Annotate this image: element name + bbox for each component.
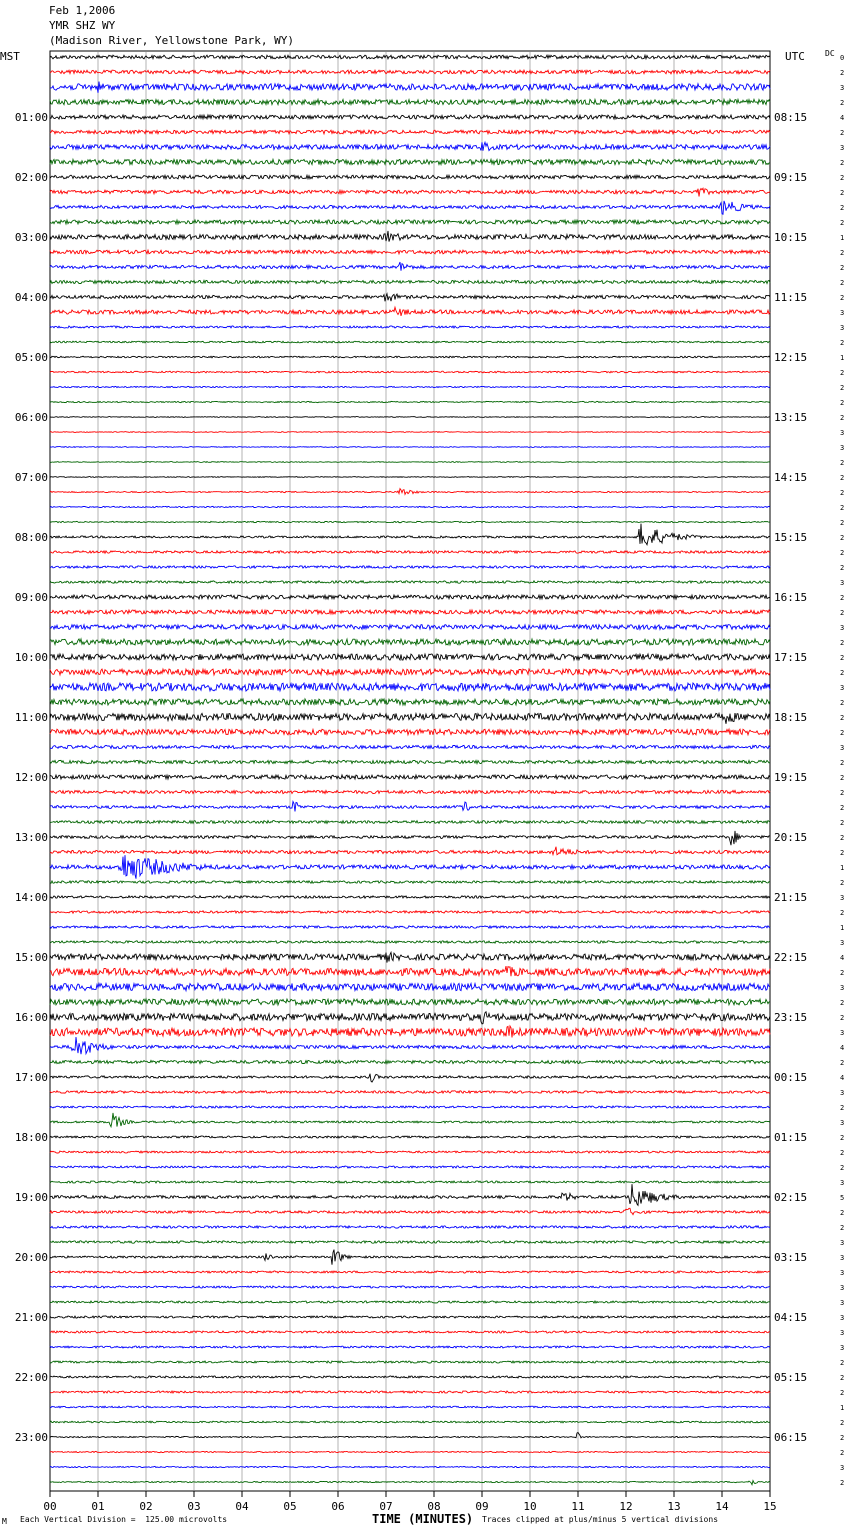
dc-offset-label: 2 bbox=[840, 969, 845, 977]
dc-offset-label: 4 bbox=[840, 1044, 845, 1052]
x-tick-label: 08 bbox=[427, 1500, 441, 1513]
dc-offset-label: 2 bbox=[840, 339, 845, 347]
x-tick-label: 11 bbox=[571, 1500, 585, 1513]
mst-hour-label: 08:00 bbox=[14, 531, 48, 544]
dc-offset-label: 3 bbox=[840, 1179, 845, 1187]
seismic-trace bbox=[50, 1151, 770, 1153]
mst-hour-label: 18:00 bbox=[14, 1131, 48, 1144]
dc-offset-label: 2 bbox=[840, 1449, 845, 1457]
dc-offset-label: 2 bbox=[840, 789, 845, 797]
utc-hour-labels bbox=[774, 111, 807, 1444]
seismic-trace bbox=[50, 1026, 770, 1038]
seismic-trace bbox=[50, 1181, 770, 1183]
dc-offset-label: 3 bbox=[840, 1269, 845, 1277]
seismic-trace bbox=[50, 595, 770, 599]
seismic-trace bbox=[50, 821, 770, 824]
dc-offset-label: 2 bbox=[840, 1389, 845, 1397]
dc-offset-label: 2 bbox=[840, 639, 845, 647]
mst-hour-label: 14:00 bbox=[14, 891, 48, 904]
utc-hour-label: 06:15 bbox=[774, 1431, 808, 1444]
utc-hour-label: 20:15 bbox=[774, 831, 808, 844]
dc-offset-label: 2 bbox=[840, 384, 845, 392]
dc-offset-label: 4 bbox=[840, 954, 845, 962]
dc-offset-label: 3 bbox=[840, 1239, 845, 1247]
utc-hour-label: 12:15 bbox=[774, 351, 808, 364]
left-timezone-label: MST bbox=[0, 50, 20, 63]
dc-offset-label: 3 bbox=[840, 324, 845, 332]
seismic-trace bbox=[50, 911, 770, 913]
dc-offset-label: 2 bbox=[840, 774, 845, 782]
seismic-trace bbox=[50, 401, 770, 402]
dc-offset-label: 2 bbox=[840, 1209, 845, 1217]
dc-offset-label: 2 bbox=[840, 1479, 845, 1487]
seismic-trace bbox=[50, 356, 770, 358]
dc-offset-label: 2 bbox=[840, 414, 845, 422]
dc-offset-label: 2 bbox=[840, 204, 845, 212]
seismic-trace bbox=[50, 669, 770, 675]
seismic-trace bbox=[50, 250, 770, 254]
mst-hour-label: 16:00 bbox=[14, 1011, 48, 1024]
seismic-trace bbox=[50, 99, 770, 104]
dc-offset-label: 3 bbox=[840, 744, 845, 752]
utc-hour-label: 04:15 bbox=[774, 1311, 808, 1324]
utc-hour-label: 16:15 bbox=[774, 591, 808, 604]
seismic-trace bbox=[50, 1466, 770, 1467]
utc-hour-label: 10:15 bbox=[774, 231, 808, 244]
utc-hour-label: 21:15 bbox=[774, 891, 808, 904]
dc-offset-label: 1 bbox=[840, 924, 845, 932]
utc-hour-label: 09:15 bbox=[774, 171, 808, 184]
seismic-trace bbox=[50, 790, 770, 793]
seismic-trace bbox=[50, 566, 770, 568]
mst-hour-label: 10:00 bbox=[14, 651, 48, 664]
seismic-trace bbox=[50, 341, 770, 343]
seismic-trace bbox=[50, 1091, 770, 1093]
utc-hour-label: 17:15 bbox=[774, 651, 808, 664]
seismic-trace bbox=[50, 775, 770, 779]
dc-offset-label: 2 bbox=[840, 1359, 845, 1367]
seismic-trace bbox=[50, 371, 770, 373]
seismic-trace bbox=[50, 1074, 770, 1082]
x-tick-label: 00 bbox=[43, 1500, 57, 1513]
dc-offset-label: 3 bbox=[840, 429, 845, 437]
dc-offset-label: 2 bbox=[840, 489, 845, 497]
seismic-trace bbox=[50, 1113, 770, 1127]
dc-offset-label: 2 bbox=[840, 564, 845, 572]
dc-offset-label: 3 bbox=[840, 1089, 845, 1097]
dc-offset-label: 2 bbox=[840, 1104, 845, 1112]
mst-hour-label: 11:00 bbox=[14, 711, 48, 724]
x-tick-label: 09 bbox=[475, 1500, 489, 1513]
dc-offset-label: 2 bbox=[840, 129, 845, 137]
dc-offset-label: 2 bbox=[840, 1374, 845, 1382]
seismic-trace bbox=[50, 1316, 770, 1318]
dc-offset-label: 2 bbox=[840, 1419, 845, 1427]
seismic-trace bbox=[50, 639, 770, 645]
utc-hour-label: 23:15 bbox=[774, 1011, 808, 1024]
dc-offset-label: 3 bbox=[840, 444, 845, 452]
seismic-trace bbox=[50, 294, 770, 302]
dc-offset-label: 2 bbox=[840, 699, 845, 707]
seismic-trace bbox=[50, 1226, 770, 1228]
seismic-trace bbox=[50, 447, 770, 448]
mst-hour-label: 02:00 bbox=[14, 171, 48, 184]
dc-offset-label: 3 bbox=[840, 894, 845, 902]
seismic-trace bbox=[50, 1433, 770, 1438]
x-tick-label: 02 bbox=[139, 1500, 153, 1513]
mst-hour-label: 06:00 bbox=[14, 411, 48, 424]
dc-offset-label: 2 bbox=[840, 849, 845, 857]
dc-offset-label: 2 bbox=[840, 759, 845, 767]
x-tick-label: 07 bbox=[379, 1500, 393, 1513]
mst-hour-labels bbox=[15, 111, 48, 1444]
seismic-trace bbox=[50, 1037, 770, 1054]
dc-offset-label: 2 bbox=[840, 669, 845, 677]
dc-offset-label: 2 bbox=[840, 819, 845, 827]
seismic-trace bbox=[50, 262, 770, 271]
seismic-trace bbox=[50, 1208, 770, 1214]
seismic-trace bbox=[50, 159, 770, 164]
x-tick-label: 13 bbox=[667, 1500, 681, 1513]
x-tick-label: 06 bbox=[331, 1500, 345, 1513]
dc-offset-label: 2 bbox=[840, 654, 845, 662]
x-tick-label: 01 bbox=[91, 1500, 105, 1513]
seismic-trace bbox=[50, 70, 770, 74]
mst-hour-label: 23:00 bbox=[14, 1431, 48, 1444]
dc-offset-label: 2 bbox=[840, 459, 845, 467]
utc-hour-label: 02:15 bbox=[774, 1191, 808, 1204]
x-axis-ticks bbox=[43, 1491, 776, 1513]
seismic-trace bbox=[50, 489, 770, 495]
seismic-trace bbox=[50, 477, 770, 478]
dc-offset-label: 2 bbox=[840, 534, 845, 542]
seismic-trace bbox=[50, 130, 770, 134]
seismic-trace bbox=[50, 847, 770, 855]
dc-offset-label: 3 bbox=[840, 1029, 845, 1037]
dc-offset-label: 2 bbox=[840, 804, 845, 812]
dc-offset-label: 2 bbox=[840, 714, 845, 722]
dc-offset-label: 2 bbox=[840, 729, 845, 737]
dc-offset-label: 3 bbox=[840, 984, 845, 992]
seismic-trace bbox=[50, 654, 770, 660]
dc-offset-label: 2 bbox=[840, 1134, 845, 1142]
corner-mark: M bbox=[2, 1517, 7, 1526]
seismic-trace bbox=[50, 941, 770, 943]
x-axis-title: TIME (MINUTES) bbox=[372, 1512, 474, 1526]
dc-offset-label: 3 bbox=[840, 939, 845, 947]
dc-offset-label: 2 bbox=[840, 294, 845, 302]
mst-hour-label: 01:00 bbox=[14, 111, 48, 124]
seismic-trace bbox=[50, 896, 770, 898]
seismic-trace bbox=[50, 983, 770, 990]
seismic-trace bbox=[50, 1481, 770, 1485]
utc-hour-label: 05:15 bbox=[774, 1371, 808, 1384]
dc-offset-label: 1 bbox=[840, 1404, 845, 1412]
utc-hour-label: 22:15 bbox=[774, 951, 808, 964]
seismic-trace bbox=[50, 1106, 770, 1108]
dc-offset-label: 2 bbox=[840, 1149, 845, 1157]
mst-hour-label: 19:00 bbox=[14, 1191, 48, 1204]
mst-hour-label: 20:00 bbox=[14, 1251, 48, 1264]
seismic-trace bbox=[50, 966, 770, 976]
x-tick-label: 10 bbox=[523, 1500, 537, 1513]
dc-offset-label: 2 bbox=[840, 909, 845, 917]
dc-offset-label: 2 bbox=[840, 549, 845, 557]
dc-offset-label: 2 bbox=[840, 189, 845, 197]
seismic-trace bbox=[50, 1250, 770, 1265]
dc-offset-label: 2 bbox=[840, 999, 845, 1007]
seismic-trace bbox=[50, 142, 770, 150]
utc-hour-label: 00:15 bbox=[774, 1071, 808, 1084]
seismic-trace bbox=[50, 926, 770, 928]
seismic-trace bbox=[50, 506, 770, 507]
dc-offset-label: 2 bbox=[840, 1164, 845, 1172]
seismic-trace bbox=[50, 745, 770, 748]
dc-offset-label: 2 bbox=[840, 249, 845, 257]
mst-hour-label: 13:00 bbox=[14, 831, 48, 844]
seismic-trace bbox=[50, 1376, 770, 1378]
mst-hour-label: 21:00 bbox=[14, 1311, 48, 1324]
dc-offset-label: 2 bbox=[840, 219, 845, 227]
dc-offset-label: 2 bbox=[840, 594, 845, 602]
seismic-trace bbox=[50, 231, 770, 242]
seismic-trace bbox=[50, 952, 770, 962]
seismic-trace bbox=[50, 462, 770, 463]
dc-offset-label: 2 bbox=[840, 1059, 845, 1067]
dc-offset-label: 3 bbox=[840, 1284, 845, 1292]
mst-hour-label: 03:00 bbox=[14, 231, 48, 244]
seismic-trace bbox=[50, 1406, 770, 1408]
dc-offset-label: 3 bbox=[840, 1299, 845, 1307]
seismic-trace bbox=[50, 1451, 770, 1452]
header-date: Feb 1,2006 bbox=[49, 4, 116, 17]
dc-offset-label: 3 bbox=[840, 1464, 845, 1472]
utc-hour-label: 13:15 bbox=[774, 411, 808, 424]
seismic-trace bbox=[50, 55, 770, 59]
seismic-trace bbox=[50, 802, 770, 812]
seismic-trace bbox=[50, 201, 770, 214]
dc-offset-label: 1 bbox=[840, 234, 845, 242]
mst-hour-label: 04:00 bbox=[14, 291, 48, 304]
seismic-trace bbox=[50, 82, 770, 93]
utc-hour-label: 03:15 bbox=[774, 1251, 808, 1264]
dc-offset-label: 2 bbox=[840, 834, 845, 842]
seismic-trace bbox=[50, 729, 770, 735]
dc-offset-label: 2 bbox=[840, 99, 845, 107]
seismic-trace bbox=[50, 326, 770, 328]
seismic-trace bbox=[50, 581, 770, 583]
seismic-trace bbox=[50, 831, 770, 845]
seismic-trace bbox=[50, 432, 770, 433]
seismic-trace bbox=[50, 1361, 770, 1363]
dc-offset-label: 3 bbox=[840, 84, 845, 92]
seismic-trace bbox=[50, 683, 770, 691]
dc-offset-label: 3 bbox=[840, 624, 845, 632]
mst-hour-label: 22:00 bbox=[14, 1371, 48, 1384]
seismic-trace bbox=[50, 1346, 770, 1348]
seismic-trace bbox=[50, 760, 770, 763]
dc-offset-label: 3 bbox=[840, 684, 845, 692]
seismic-trace bbox=[50, 307, 770, 316]
seismic-trace bbox=[50, 1286, 770, 1288]
seismic-trace bbox=[50, 524, 770, 545]
mst-hour-label: 05:00 bbox=[14, 351, 48, 364]
seismic-trace bbox=[50, 1012, 770, 1024]
dc-offset-label: 4 bbox=[840, 114, 845, 122]
dc-offset-label: 2 bbox=[840, 519, 845, 527]
dc-offset-label: 2 bbox=[840, 879, 845, 887]
dc-offset-label: 2 bbox=[840, 159, 845, 167]
dc-offset-label: 2 bbox=[840, 69, 845, 77]
seismic-trace bbox=[50, 521, 770, 522]
utc-hour-label: 15:15 bbox=[774, 531, 808, 544]
dc-offset-label: 5 bbox=[840, 1194, 845, 1202]
dc-offset-label: 2 bbox=[840, 474, 845, 482]
trace-group bbox=[50, 55, 770, 1485]
header-location: (Madison River, Yellowstone Park, WY) bbox=[49, 34, 295, 47]
dc-offset-labels bbox=[840, 54, 844, 1487]
mst-hour-label: 12:00 bbox=[14, 771, 48, 784]
dc-offset-label: 3 bbox=[840, 1119, 845, 1127]
seismic-trace bbox=[50, 713, 770, 724]
mst-hour-label: 09:00 bbox=[14, 591, 48, 604]
header-station: YMR SHZ WY bbox=[49, 19, 116, 32]
dc-offset-label: 2 bbox=[840, 264, 845, 272]
utc-hour-label: 08:15 bbox=[774, 111, 808, 124]
dc-offset-label: 3 bbox=[840, 1329, 845, 1337]
dc-offset-label: 2 bbox=[840, 399, 845, 407]
seismic-trace bbox=[50, 1271, 770, 1273]
x-tick-label: 14 bbox=[715, 1500, 729, 1513]
seismic-trace bbox=[50, 417, 770, 418]
dc-offset-label: 4 bbox=[840, 1074, 845, 1082]
seismic-trace bbox=[50, 280, 770, 283]
seismic-trace bbox=[50, 610, 770, 614]
x-tick-label: 03 bbox=[187, 1500, 201, 1513]
dc-offset-label: 2 bbox=[840, 609, 845, 617]
mst-hour-label: 15:00 bbox=[14, 951, 48, 964]
dc-offset-label: 3 bbox=[840, 579, 845, 587]
dc-offset-label: 2 bbox=[840, 279, 845, 287]
seismic-trace bbox=[50, 881, 770, 883]
right-timezone-label: UTC bbox=[785, 50, 805, 63]
x-tick-label: 04 bbox=[235, 1500, 249, 1513]
seismic-trace bbox=[50, 625, 770, 630]
seismic-trace bbox=[50, 175, 770, 179]
utc-hour-label: 14:15 bbox=[774, 471, 808, 484]
dc-offset-label: 0 bbox=[840, 54, 845, 62]
seismic-trace bbox=[50, 1166, 770, 1168]
scale-note: Each Vertical Division = 125.00 microvolts bbox=[20, 1515, 228, 1524]
seismic-trace bbox=[50, 855, 770, 879]
dc-offset-label: 1 bbox=[840, 864, 845, 872]
seismic-trace bbox=[50, 1301, 770, 1303]
utc-hour-label: 01:15 bbox=[774, 1131, 808, 1144]
dc-offset-label: 3 bbox=[840, 144, 845, 152]
utc-hour-label: 19:15 bbox=[774, 771, 808, 784]
dc-offset-label: 1 bbox=[840, 354, 845, 362]
dc-offset-label: 3 bbox=[840, 309, 845, 317]
utc-hour-label: 18:15 bbox=[774, 711, 808, 724]
seismic-trace bbox=[50, 1184, 770, 1205]
seismic-trace bbox=[50, 386, 770, 387]
mst-hour-label: 17:00 bbox=[14, 1071, 48, 1084]
seismic-trace bbox=[50, 551, 770, 553]
seismic-trace bbox=[50, 699, 770, 705]
seismic-trace bbox=[50, 1136, 770, 1138]
seismic-trace bbox=[50, 115, 770, 119]
dc-header: DC bbox=[825, 49, 835, 58]
utc-hour-label: 11:15 bbox=[774, 291, 808, 304]
seismic-trace bbox=[50, 188, 770, 196]
x-tick-label: 05 bbox=[283, 1500, 297, 1513]
seismic-trace bbox=[50, 1331, 770, 1333]
dc-offset-label: 3 bbox=[840, 1344, 845, 1352]
seismic-trace bbox=[50, 220, 770, 224]
dc-offset-label: 2 bbox=[840, 174, 845, 182]
seismic-trace bbox=[50, 999, 770, 1005]
dc-offset-label: 2 bbox=[840, 1224, 845, 1232]
seismic-trace bbox=[50, 1241, 770, 1243]
dc-offset-label: 2 bbox=[840, 1014, 845, 1022]
seismic-trace bbox=[50, 1060, 770, 1063]
dc-offset-label: 2 bbox=[840, 369, 845, 377]
mst-hour-label: 07:00 bbox=[14, 471, 48, 484]
seismic-trace bbox=[50, 1391, 770, 1393]
dc-offset-label: 2 bbox=[840, 1434, 845, 1442]
dc-offset-label: 3 bbox=[840, 1314, 845, 1322]
x-tick-label: 12 bbox=[619, 1500, 633, 1513]
dc-offset-label: 2 bbox=[840, 504, 845, 512]
clip-note: Traces clipped at plus/minus 5 vertical divisions bbox=[482, 1515, 719, 1524]
dc-offset-label: 3 bbox=[840, 1254, 845, 1262]
seismic-trace bbox=[50, 1421, 770, 1423]
x-tick-label: 15 bbox=[763, 1500, 777, 1513]
